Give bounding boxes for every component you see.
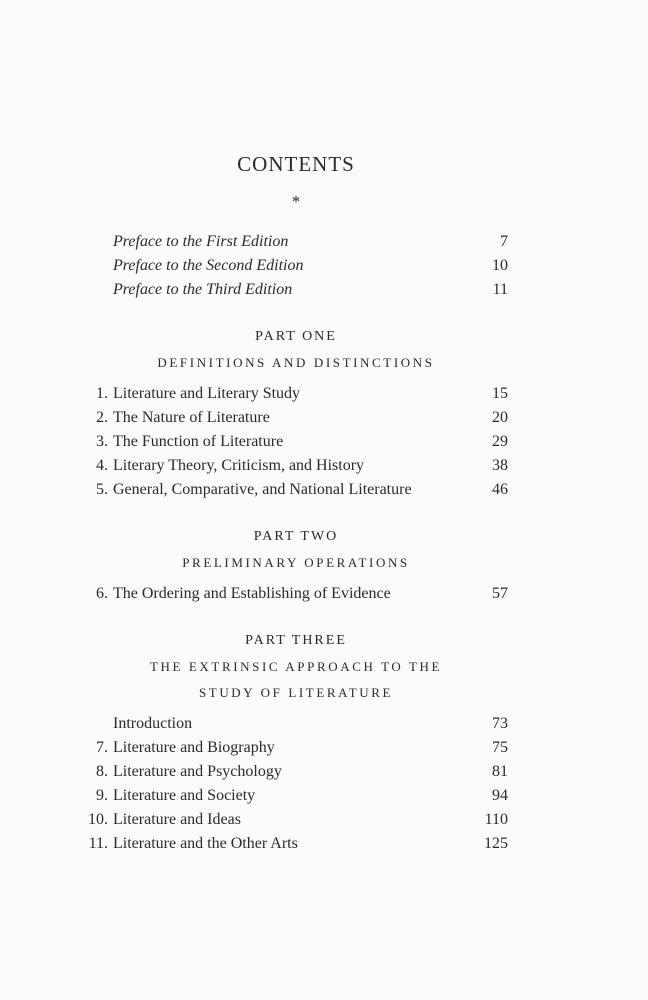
chapter-number: 2. [96, 409, 108, 426]
toc-entry-chapter-2[interactable] [80, 406, 508, 430]
entry-label: Literature and Psychology [113, 763, 282, 780]
toc-entry-chapter-8[interactable] [80, 760, 508, 784]
entry-label: Literary Theory, Criticism, and History [113, 457, 365, 474]
part-one-heading: PART ONE [255, 329, 337, 344]
toc-entry-chapter-3[interactable] [80, 430, 508, 454]
toc-entry-chapter-9[interactable] [80, 784, 508, 808]
chapter-number: 6. [96, 585, 108, 602]
entry-label: Introduction [113, 715, 193, 732]
entry-label: General, Comparative, and National Literature [113, 481, 412, 498]
entry-label: The Function of Literature [113, 433, 284, 450]
part-two-heading: PART TWO [253, 529, 339, 544]
entry-page-number: 20 [492, 409, 508, 426]
ornament-asterisk: * [291, 192, 301, 211]
entry-page-number: 57 [492, 585, 508, 602]
entry-page-number: 94 [492, 787, 508, 804]
chapter-number: 10. [88, 811, 108, 828]
part-three-subtitle-line-2: STUDY OF LITERATURE [198, 685, 394, 700]
entry-page-number: 46 [492, 481, 508, 498]
entry-page-number: 11 [492, 281, 508, 298]
part-one-subtitle: DEFINITIONS AND DISTINCTIONS [157, 355, 435, 370]
toc-entry-preface-third[interactable] [80, 278, 508, 302]
entry-label: Literature and Biography [113, 739, 275, 756]
toc-entry-preface-first[interactable] [80, 230, 508, 254]
chapter-number: 11. [88, 835, 108, 852]
chapter-number: 9. [96, 787, 108, 804]
entry-label: Preface to the Second Edition [113, 257, 304, 274]
entry-label: The Ordering and Establishing of Evidence [113, 585, 391, 602]
toc-entry-chapter-11[interactable] [80, 832, 508, 856]
toc-entry-chapter-10[interactable] [80, 808, 508, 832]
entry-label: Literature and the Other Arts [113, 835, 298, 852]
page-title: CONTENTS [237, 152, 355, 176]
entry-label: Literature and Literary Study [113, 385, 301, 402]
entry-page-number: 29 [492, 433, 508, 450]
part-three-subtitle-line-1: THE EXTRINSIC APPROACH TO THE [149, 659, 443, 674]
chapter-number: 5. [96, 481, 108, 498]
toc-entry-introduction[interactable] [80, 712, 508, 736]
entry-page-number: 125 [484, 835, 508, 852]
toc-entry-chapter-6[interactable] [80, 582, 508, 606]
entry-label: Literature and Society [113, 787, 256, 804]
toc-entry-chapter-1[interactable] [80, 382, 508, 406]
entry-label: Preface to the Third Edition [113, 281, 293, 298]
part-three-heading: PART THREE [245, 633, 347, 648]
entry-label: The Nature of Literature [113, 409, 270, 426]
entry-page-number: 15 [492, 385, 508, 402]
chapter-number: 8. [96, 763, 108, 780]
entry-page-number: 38 [492, 457, 508, 474]
part-two-subtitle: PRELIMINARY OPERATIONS [182, 555, 410, 570]
entry-label: Literature and Ideas [113, 811, 241, 828]
toc-entry-preface-second[interactable] [80, 254, 508, 278]
entry-page-number: 110 [484, 811, 508, 828]
entry-page-number: 7 [500, 233, 508, 250]
entry-label: Preface to the First Edition [113, 233, 289, 250]
chapter-number: 7. [96, 739, 108, 756]
entry-page-number: 75 [492, 739, 508, 756]
entry-page-number: 10 [492, 257, 508, 274]
entry-page-number: 73 [492, 715, 508, 732]
entry-page-number: 81 [492, 763, 508, 780]
chapter-number: 1. [96, 385, 108, 402]
toc-entry-chapter-7[interactable] [80, 736, 508, 760]
chapter-number: 3. [96, 433, 108, 450]
toc-entry-chapter-4[interactable] [80, 454, 508, 478]
toc-entry-chapter-5[interactable] [80, 478, 508, 502]
chapter-number: 4. [96, 457, 108, 474]
